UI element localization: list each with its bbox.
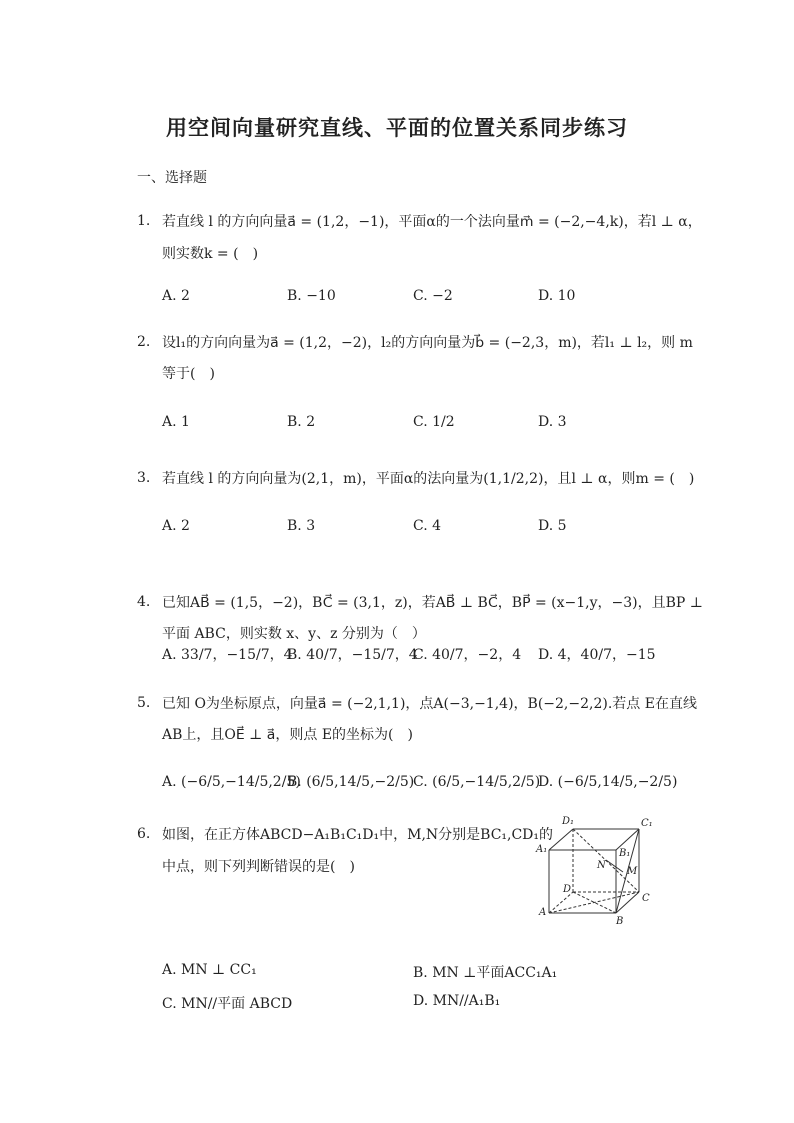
option-a[interactable]: A. 33/7，−15/7，4 <box>162 647 293 663</box>
option-b[interactable]: B. 40/7，−15/7，4 <box>287 647 418 663</box>
option-d[interactable]: D. 10 <box>538 288 576 304</box>
option-a[interactable]: A. 2 <box>162 518 190 534</box>
section-heading: 一、选择题 <box>137 170 207 186</box>
label-c: C <box>642 893 650 904</box>
option-d[interactable]: D. (−6/5,14/5,−2/5) <box>538 774 678 790</box>
label-d1: D₁ <box>562 816 575 827</box>
question-number: 5. <box>137 695 151 711</box>
segment-mn <box>606 860 623 872</box>
question-stem-line: 设l₁的方向向量为a⃗ = (1,2，−2)，l₂的方向向量为b⃗ = (−2,3，m)，若l₁ ⊥ l₂，则 m <box>162 335 693 351</box>
edge-b1c1 <box>616 829 639 850</box>
question-stem-line: 如图，在正方体ABCD−A₁B₁C₁D₁中，M,N分别是BC₁,CD₁的 <box>162 827 554 843</box>
option-c[interactable]: C. −2 <box>413 288 453 304</box>
option-b[interactable]: B. MN ⊥平面ACC₁A₁ <box>413 965 558 981</box>
question-number: 1. <box>137 213 151 229</box>
question-stem-line: 若直线 l 的方向向量a⃗ = (1,2，−1)，平面α的一个法向量m⃗ = (−2,−4,k)，若l ⊥ α， <box>162 214 702 230</box>
option-d[interactable]: D. 5 <box>538 518 567 534</box>
option-c[interactable]: C. 40/7，−2，4 <box>413 647 522 663</box>
option-b[interactable]: B. −10 <box>287 288 336 304</box>
question-stem-line: 已知AB⃗ = (1,5，−2)，BC⃗ = (3,1，z)，若AB⃗ ⊥ BC⃗，BP⃗ = (x−1,y，−3)，且BP ⊥ <box>162 595 703 611</box>
label-d: D <box>563 884 572 895</box>
option-c[interactable]: C. 4 <box>413 518 442 534</box>
question-stem-line: 中点，则下列判断错误的是( ) <box>162 859 355 875</box>
option-b[interactable]: B. 2 <box>287 414 316 430</box>
segment-ac-hidden <box>549 892 639 913</box>
option-d[interactable]: D. MN//A₁B₁ <box>413 993 501 1009</box>
label-b: B <box>616 916 624 927</box>
question-number: 6. <box>137 826 151 842</box>
question-stem-line: 若直线 l 的方向向量为(2,1，m)，平面α的法向量为(1,1/2,2)，且l ⊥ α，则m = ( ) <box>162 471 695 487</box>
option-a[interactable]: A. MN ⊥ CC₁ <box>162 962 257 978</box>
option-a[interactable]: A. 1 <box>162 414 190 430</box>
label-n: N <box>597 860 606 871</box>
option-c[interactable]: C. 1/2 <box>413 414 455 430</box>
label-a1: A₁ <box>536 844 548 855</box>
option-c[interactable]: C. (6/5,−14/5,2/5) <box>413 774 541 790</box>
label-a: A <box>539 907 547 918</box>
option-b[interactable]: B. (6/5,14/5,−2/5) <box>287 774 415 790</box>
question-stem-line: AB上，且OE⃗ ⊥ a⃗，则点 E的坐标为( ) <box>162 727 413 743</box>
option-d[interactable]: D. 3 <box>538 414 567 430</box>
page-title: 用空间向量研究直线、平面的位置关系同步练习 <box>166 115 628 140</box>
option-c[interactable]: C. MN//平面 ABCD <box>162 996 293 1012</box>
label-b1: B₁ <box>619 848 631 859</box>
question-stem-line: 已知 O为坐标原点，向量a⃗ = (−2,1,1)，点A(−3,−1,4)，B(−2,−2,2).若点 E在直线 <box>162 696 697 712</box>
label-c1: C₁ <box>641 818 653 829</box>
question-number: 4. <box>137 594 151 610</box>
option-b[interactable]: B. 3 <box>287 518 316 534</box>
question-number: 2. <box>137 334 151 350</box>
option-a[interactable]: A. 2 <box>162 288 190 304</box>
question-stem-line: 平面 ABC，则实数 x、y、z 分别为（ ） <box>162 626 426 642</box>
edge-a1d1 <box>549 829 573 850</box>
question-stem-line: 等于( ) <box>162 366 215 382</box>
question-stem-line: 则实数k = ( ) <box>162 246 259 262</box>
option-d[interactable]: D. 4，40/7，−15 <box>538 647 656 663</box>
label-m: M <box>627 866 638 877</box>
option-a[interactable]: A. (−6/5,−14/5,2/5) <box>162 774 301 790</box>
cube-figure <box>530 812 660 927</box>
question-number: 3. <box>137 470 151 486</box>
